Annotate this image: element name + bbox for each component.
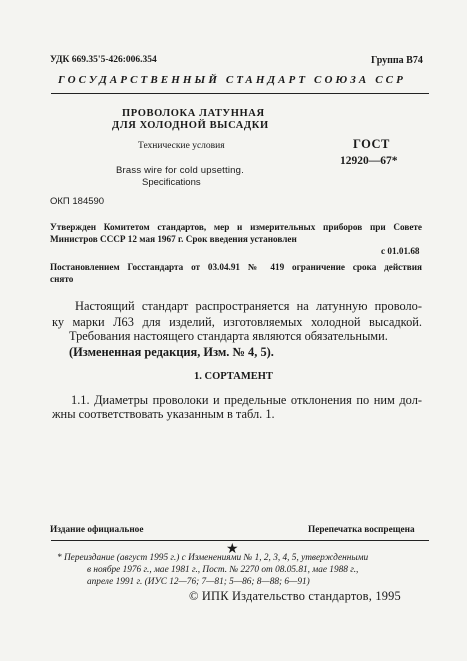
udk-code: УДК 669.35'5-426:006.354 [50, 55, 157, 65]
copyright-line: © ИПК Издательство стандартов, 1995 [189, 589, 401, 603]
paragraph-1-line1: Настоящий стандарт распространяется на латунную проволо- [75, 299, 422, 313]
approval-date: с 01.01.68 [381, 246, 420, 256]
standard-title: ГОСУДАРСТВЕННЫЙ СТАНДАРТ СОЮЗА ССР [58, 74, 406, 86]
paragraph-1-line2: ку марки Л63 для изделий, изготовляемых холодной высадкой. [52, 315, 422, 329]
star-icon: ★ [226, 542, 239, 557]
official-edition-label: Издание официальное [50, 525, 144, 535]
document-title-line1: ПРОВОЛОКА ЛАТУННАЯ [122, 108, 265, 119]
english-title-line1: Brass wire for cold upsetting. [116, 165, 244, 176]
paragraph-1-line3: Требования настоящего стандарта являются обязательными. [69, 329, 388, 343]
header-divider [51, 93, 429, 94]
gost-label: ГОСТ [353, 137, 390, 151]
amendment-note: (Измененная редакция, Изм. № 4, 5). [69, 345, 274, 359]
approval-line2: Министров СССР 12 мая 1967 г. Срок введения установлен [50, 234, 297, 244]
paragraph-2-line2: жны соответствовать указанным в табл. 1. [52, 407, 275, 421]
document-subtitle: Технические условия [138, 141, 225, 151]
paragraph-2-line1: 1.1. Диаметры проволоки и предельные отклонения по ним дол- [71, 393, 422, 407]
footer-divider [51, 540, 429, 541]
reissue-note-line3: апреле 1991 г. (ИУС 12—76; 7—81; 5—86; 8—88; 6—91) [87, 577, 310, 587]
reprint-prohibited-label: Перепечатка воспрещена [308, 525, 415, 535]
reissue-note-line2: в ноябре 1976 г., мае 1981 г., Пост. № 2270 от 08.05.81, мае 1988 г., [87, 565, 359, 575]
section-heading: 1. СОРТАМЕНТ [194, 371, 273, 382]
gost-number: 12920—67* [340, 155, 398, 167]
approval-line3: Постановлением Госстандарта от 03.04.91 № 419 ограничение срока действия [50, 262, 422, 272]
group-code: Группа В74 [371, 55, 423, 66]
reissue-note-line1: * Переиздание (август 1995 г.) с Изменениями № 1, 2, 3, 4, 5, утвержденными [57, 553, 369, 563]
approval-line1: Утвержден Комитетом стандартов, мер и измерительных приборов при Совете [50, 222, 422, 232]
english-title-line2: Specifications [142, 177, 201, 188]
okp-code: ОКП 184590 [50, 196, 105, 207]
approval-line4: снято [50, 274, 74, 284]
document-title-line2: ДЛЯ ХОЛОДНОЙ ВЫСАДКИ [112, 120, 269, 131]
